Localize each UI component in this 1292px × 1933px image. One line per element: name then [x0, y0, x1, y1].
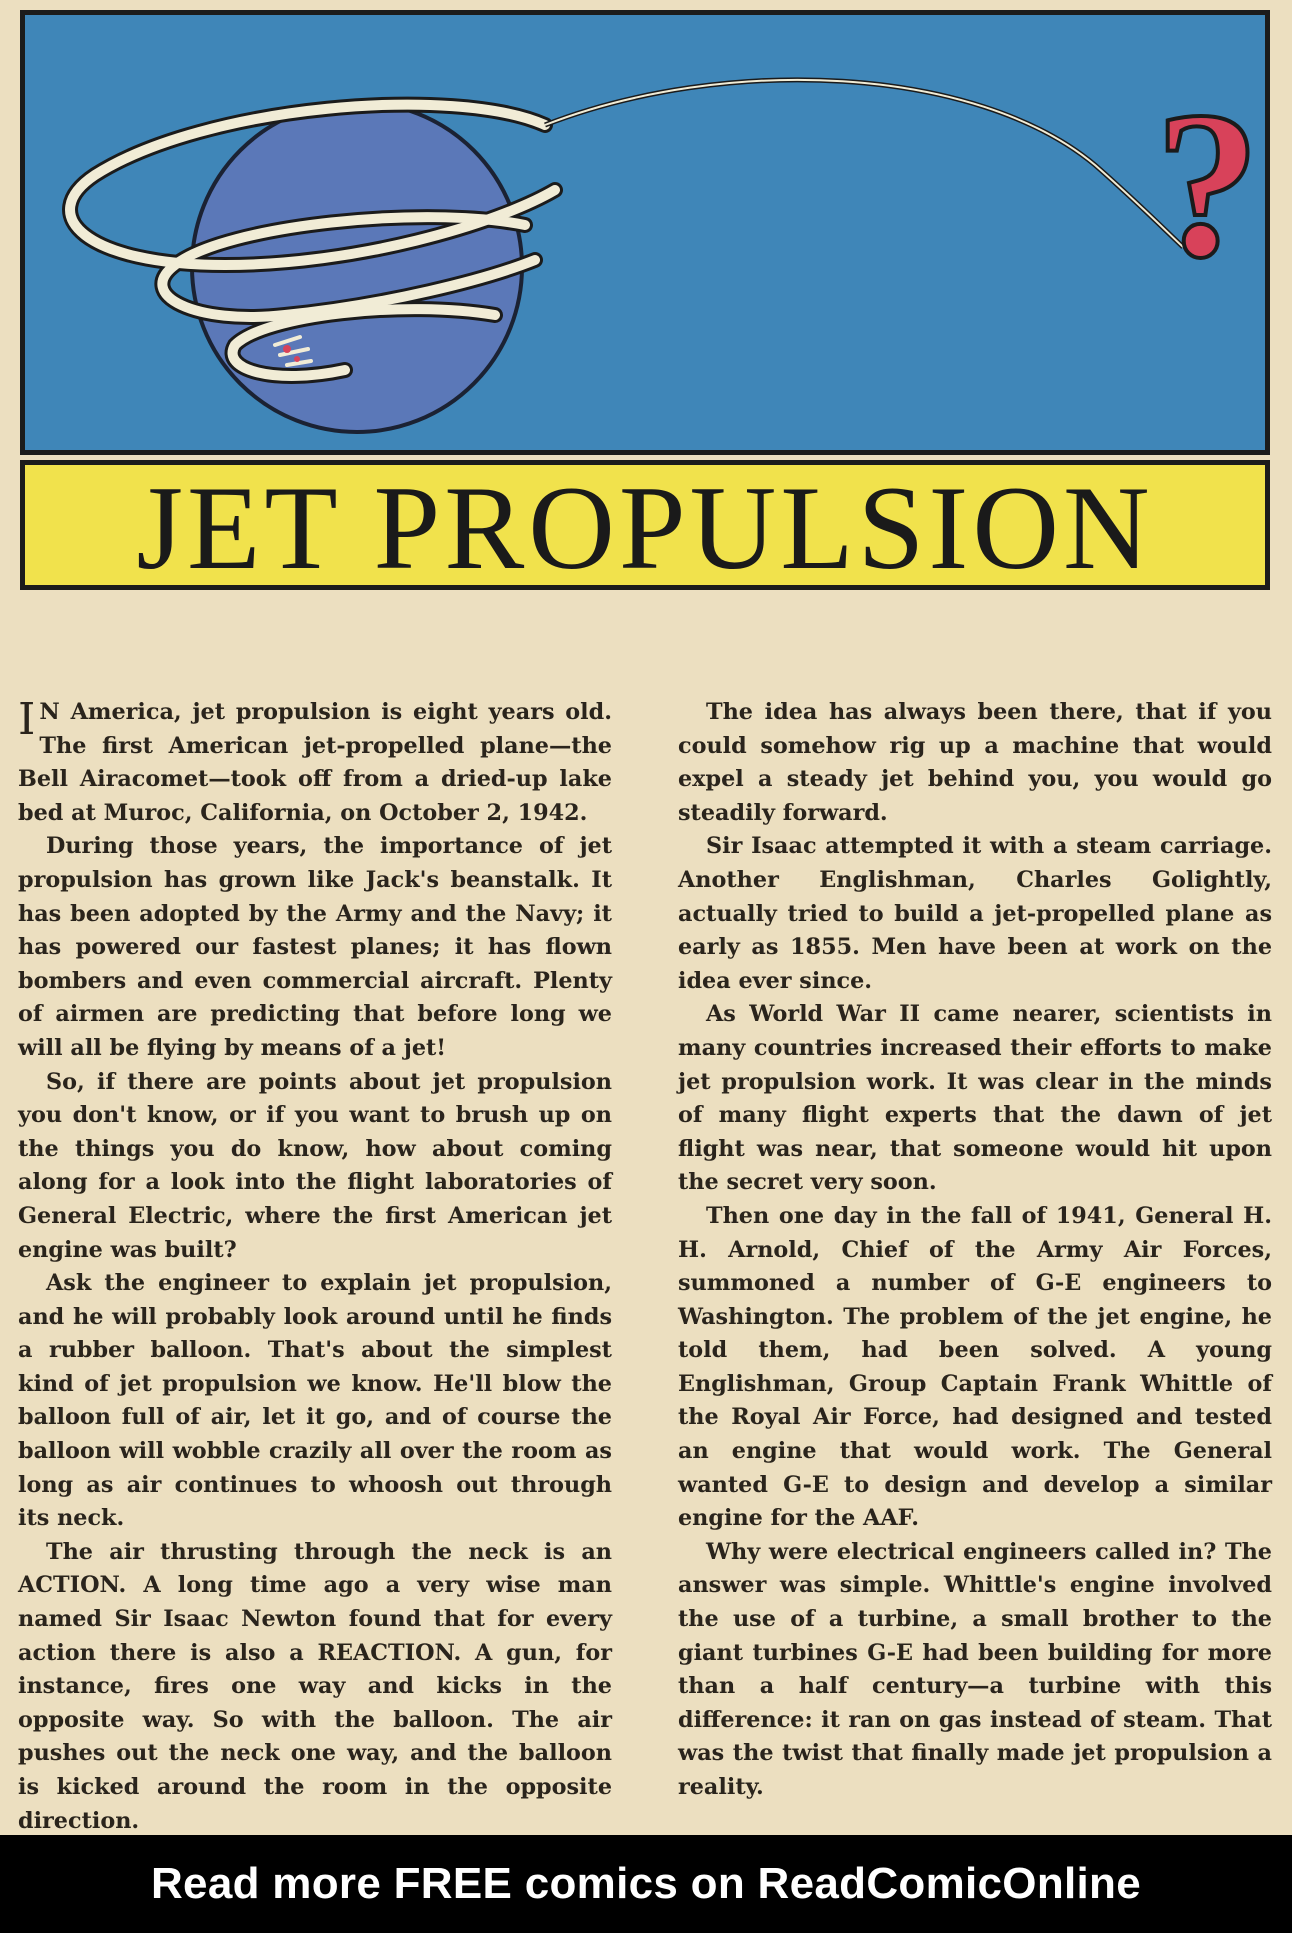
- illustration-banner: [20, 10, 1270, 455]
- title-band: [20, 460, 1270, 594]
- footer-link[interactable]: Read more FREE comics on ReadComicOnline: [150, 1859, 1141, 1908]
- paragraph: Ask the engineer to explain jet propulsion, and he will probably look around until he finds a rubber balloon. That's about the simplest kind of jet propulsion we know. He'll blow the balloon full of air, let it go, and of course the balloon will wobble crazily all over the room as long as air continues to whoosh out through its neck.: [18, 1270, 612, 1532]
- paragraph: Then one day in the fall of 1941, General H. H. Arnold, Chief of the Army Air Forces, summoned a number of G-E engineers to Washington. The problem of the jet engine, he told them, had been solved. A young Englishman, Group Captain Frank Whittle of the Royal Air Force, had designed and tested an engine that would work. The General wanted G-E to design and develop a similar engine for the AAF.: [678, 1202, 1272, 1532]
- right-column: [678, 696, 1272, 1800]
- drop-cap: I: [18, 694, 36, 745]
- paragraph: As World War II came nearer, scientists in many countries increased their efforts to make jet propulsion work. It was clear in the minds of many flight experts that the dawn of jet flight was near, that someone would hit upon the secret very soon.: [678, 1001, 1272, 1196]
- trajectory-arc: [545, 80, 1183, 247]
- article-body: [18, 694, 1272, 1834]
- question-mark-icon: ?: [1155, 69, 1260, 301]
- ringed-planet-illustration: [25, 15, 1265, 450]
- paragraph: So, if there are points about jet propulsion you don't know, or if you want to brush up on the things you do know, how about coming along for a look into the flight laboratories of General Electric, where the first American jet engine was built?: [18, 1068, 612, 1263]
- paragraph: The idea has always been there, that if you could somehow rig up a machine that would expel a steady jet behind you, you would go steadily forward.: [678, 699, 1272, 826]
- paragraph: Sir Isaac attempted it with a steam carriage. Another Englishman, Charles Golightly, actually tried to build a jet-propelled plane as early as 1855. Men have been at work on the idea ever since.: [678, 833, 1272, 994]
- paragraph: I N America, jet propulsion is eight years old. The first American jet-propelled plane—the Bell Airacomet—took off from a dried-up lake bed at Muroc, California, on October 2, 1942.: [18, 694, 612, 826]
- left-column: [18, 694, 612, 1834]
- paragraph: During those years, the importance of jet propulsion has grown like Jack's beanstalk. It has been adopted by the Army and the Navy; it has powered our fastest planes; it has flown bombers and even commercial aircraft. Plenty of airmen are predicting that before long we will all be flying by means of a jet!: [18, 833, 612, 1061]
- paragraph: The air thrusting through the neck is an ACTION. A long time ago a very wise man named Sir Isaac Newton found that for every action there is also a REACTION. A gun, for instance, fires one way and kicks in the opposite way. So with the balloon. The air pushes out the neck one way, and the balloon is kicked around the room in the opposite direction.: [18, 1538, 612, 1834]
- footer-banner[interactable]: [0, 1835, 1292, 1933]
- page-title: JET PROPULSION: [136, 461, 1154, 594]
- paragraph: Why were electrical engineers called in? The answer was simple. Whittle's engine involved the use of a turbine, a small brother to the giant turbines G-E had been building for more than a half century—a turbine with this difference: it ran on gas instead of steam. That was the twist that finally made jet propulsion a reality.: [678, 1538, 1272, 1800]
